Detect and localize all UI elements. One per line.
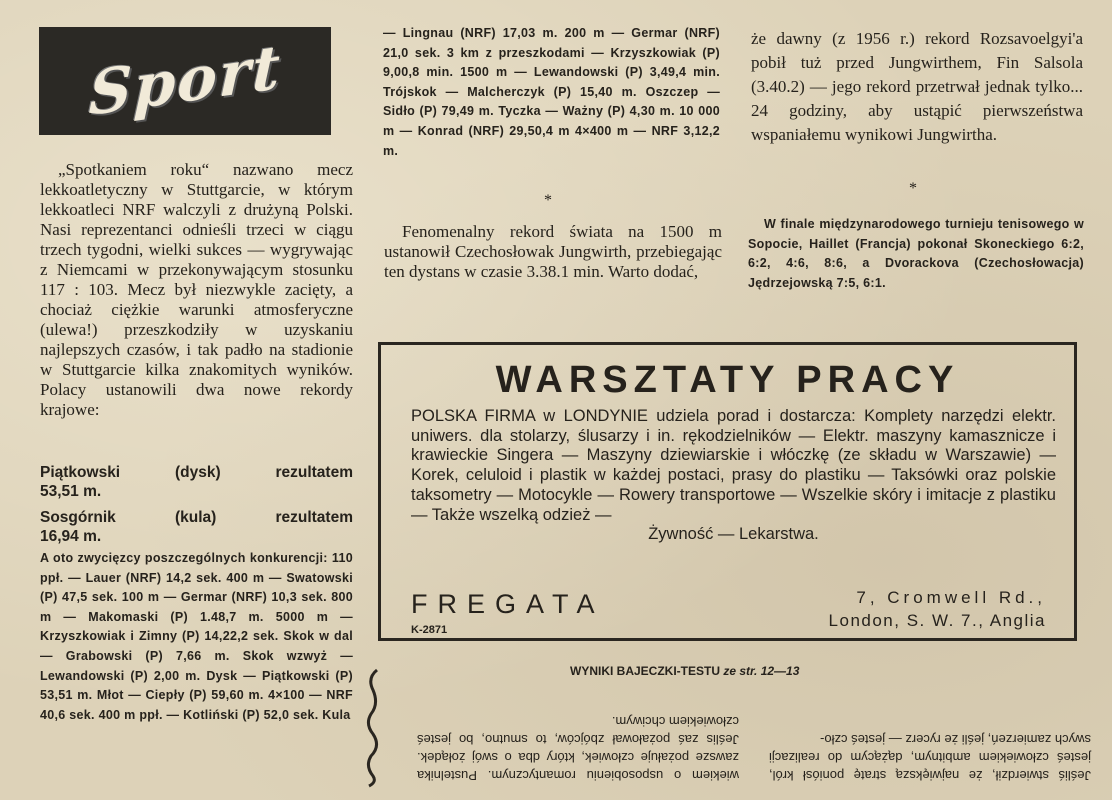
- results-text: A oto zwycięzcy poszczególnych konkurencji: 110 ppł. — Lauer (NRF) 14,2 sek. 400 m — Swatowski (P) 47,5 sek. 100 m — Germar (NRF) 10,3 sek. 800 m — Makomaski (P) 1.48,7 m. 5000 m — Krzyszkowiak i Zimny (P) 14,22,2 sek. Skok w dal — Grabowski (P) 7,66 m. Skok wzwyż — Lewandowski (P) 2,00 m. Dysk — Piątkowski (P) 53,51 m. Młot — Ciepły (P) 59,60 m. 4×100 — NRF 40,6 sek. 400 m ppł. — Kotliński (P) 52,0 sek. Kula: [40, 551, 353, 722]
- ad-brand: FREGATA: [411, 589, 605, 619]
- record-label: rezultatem: [275, 464, 353, 481]
- tennis-text: W finale międzynarodowego turnieju tenisowego w Sopocie, Haillet (Francja) pokonał Skoneckiego 6:2, 6:2, 4:6, 8:6, a Dvorackova (Czechosłowacja) Jędrzejowską 7:5, 6:1.: [748, 217, 1084, 290]
- ad-body-last: Żywność — Lekarstwa.: [648, 525, 819, 544]
- tennis-paragraph: [748, 215, 1084, 293]
- world-record-paragraph: [384, 222, 722, 282]
- record-sosgornik: [40, 508, 353, 546]
- decorative-bracket: [363, 668, 385, 788]
- record-name: Sosgórnik: [40, 509, 116, 526]
- record-event: (dysk): [174, 464, 221, 481]
- test-result-text: wiekiem o usposobieniu romantycznym. Pustelnika zawsze pożałuje człowiek, który dba o swój żołądek. Jeślis zaś pożałował zbójców, to smutno, bo jesteś człowiekiem chciwym.: [417, 714, 739, 783]
- results-text: — Lingnau (NRF) 17,03 m. 200 m — Germar (NRF) 21,0 sek. 3 km z przeszkodami — Krzyszkowiak (P) 9,00,8 min. 1500 m — Lewandowski (P) 3,49,4 min. Trójskok — Malcherczyk (P) 15,40 m. Oszczep — Sidło (P) 79,49 m. Tyczka — Ważny (P) 4,30 m. 10 000 m — Konrad (NRF) 29,50,4 m 4×400 m — NRF 3,12,2 m.: [383, 26, 720, 158]
- separator-star: *: [544, 192, 552, 209]
- record-continuation-paragraph: [751, 27, 1083, 147]
- ad-address-line1: 7, Cromwell Rd.,: [856, 588, 1046, 607]
- intro-text: „Spotkaniem roku“ nazwano mecz lekkoatletyczny w Stuttgarcie, w którym lekkoatleci NRF walczyli z drużyną Polski. Nasi reprezentanci odnieśli trzeci w ciągu trzech tygodni, wielki sukces — wygrywając z Niemcami w przekonywającym stosunku 117 : 103. Mecz był niezwykle zacięty, a chociaż ciężkie warunki atmosferyczne (ulewa!) przeszkodziły w uzyskaniu najlepszych czasów, i tak padło na stadionie w Stuttgarcie kilka znakomitych wyników. Polacy ustanowili dwa nowe rekordy krajowe:: [40, 160, 353, 419]
- ad-address-line2: London, S. W. 7., Anglia: [828, 611, 1046, 630]
- record-result: 16,94 m.: [40, 528, 102, 545]
- test-heading: [570, 664, 799, 678]
- record-result: 53,51 m.: [40, 483, 102, 500]
- test-heading-ref: ze str. 12—13: [723, 664, 800, 678]
- test-result-column-right: [417, 712, 739, 784]
- record-piatkowski: [40, 463, 353, 501]
- separator-star: *: [909, 180, 917, 197]
- record-name: Piątkowski: [40, 464, 121, 481]
- record-label: rezultatem: [275, 509, 353, 526]
- ad-title: WARSZTATY PRACY: [495, 359, 960, 401]
- ad-code: K-2871: [411, 624, 448, 636]
- record-event: (kula): [174, 509, 217, 526]
- results-list-part1: [40, 549, 353, 725]
- advertisement-box: [378, 342, 1077, 641]
- sport-logo: [39, 27, 331, 135]
- record-continuation-text: że dawny (z 1956 r.) rekord Rozsavoelgyi'a pobił tuż przed Jungwirthem, Fin Salsola (3.40.2) — jego rekord przetrwał jednak tylko... 24 godziny, aby ustąpić pierwszeństwa wspaniałemu wynikowi Jungwirtha.: [751, 29, 1083, 144]
- intro-paragraph: [40, 160, 353, 420]
- ad-body-text: POLSKA FIRMA w LONDYNIE udziela porad i dostarcza: Komplety narzędzi elektr. uniwers. dla stolarzy, ślusarzy i in. rękodzielników — Elektr. maszyny kamasznicze i krawieckie Singera — Maszyny dziewiarskie i włóczkę (ze składu w Warszawie) — Korek, celuloid i plastik w każdej postaci, prasy do plastiku — Taksówki oraz polskie taksometry — Motocykle — Rowery transportowe — Wszelkie skóry i imitacje z plastiku — Także wszelką odzież —: [411, 407, 1056, 524]
- test-heading-title: WYNIKI BAJECZKI-TESTU: [570, 664, 720, 678]
- test-result-text: Jeśliś stwierdził, że największą stratę poniósł król, jesteś człowiekiem ambitnym, dążącym do realizacji swych zamierzeń, jeśli że rycerz — jesteś czło-: [769, 732, 1091, 783]
- test-results-upside-down: [388, 684, 1091, 784]
- test-result-column-left: [769, 730, 1091, 784]
- sport-logo-text: Sport: [87, 31, 283, 131]
- results-list-part2: [383, 24, 720, 161]
- ad-body: [411, 407, 1056, 545]
- world-record-text: Fenomenalny rekord świata na 1500 m ustanowił Czechosłowak Jungwirth, przebiegając ten dystans w czasie 3.38.1 min. Warto dodać,: [384, 222, 722, 281]
- ad-address: [829, 586, 1046, 632]
